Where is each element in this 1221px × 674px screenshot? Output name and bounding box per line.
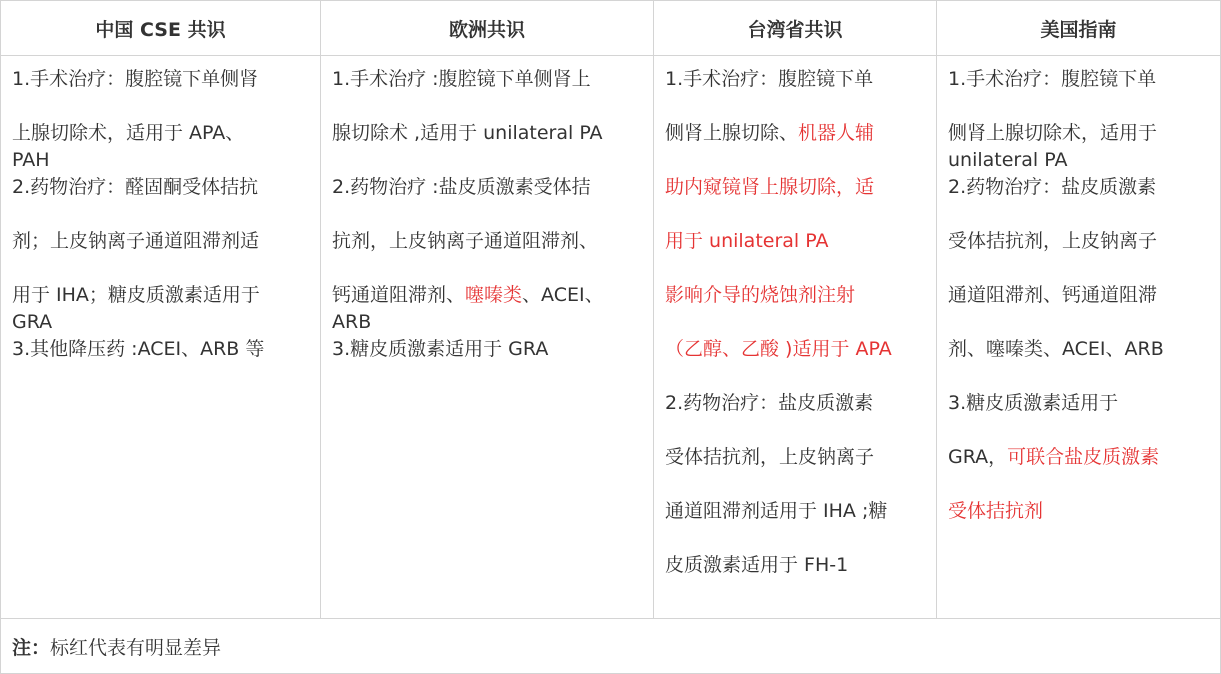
text-line: [332, 336, 643, 363]
footnote-label: 注：: [12, 636, 51, 659]
footnote-text: 标红代表有明显差异: [50, 636, 222, 659]
text-line: [12, 282, 310, 309]
text-segment: 3.其他降压药 :ACEI、ARB 等: [12, 338, 265, 360]
text-segment: 1.手术治疗 :腹腔镜下单侧肾上: [332, 68, 591, 90]
text-segment: PAH: [12, 149, 50, 171]
text-line: [948, 228, 1210, 255]
text-segment: 2.药物治疗：盐皮质激素: [665, 392, 874, 414]
text-line: [665, 120, 926, 147]
text-line: [332, 309, 643, 336]
text-segment: 用于 IHA；糖皮质激素适用于: [12, 284, 260, 306]
text-line: [665, 228, 926, 255]
text-segment: 3.糖皮质激素适用于: [948, 392, 1119, 414]
content-row: [1, 56, 1221, 619]
text-line: [665, 174, 926, 201]
text-line: [665, 66, 926, 93]
footnote: [1, 619, 1221, 674]
note-row: [1, 619, 1221, 674]
text-line: [665, 444, 926, 471]
text-segment: 通道阻滞剂适用于 IHA ;糖: [665, 500, 888, 522]
text-segment: 侧肾上腺切除术，适用于: [948, 122, 1158, 144]
header-row: [1, 1, 1221, 56]
cell-usa: [937, 56, 1221, 619]
text-segment: 2.药物治疗 :盐皮质激素受体拮: [332, 176, 591, 198]
text-line: [12, 66, 310, 93]
text-segment: 受体拮抗剂，上皮钠离子: [948, 230, 1158, 252]
text-segment: 通道阻滞剂、钙通道阻滞: [948, 284, 1158, 306]
header-europe: 欧洲共识: [321, 1, 654, 56]
text-line: [948, 282, 1210, 309]
text-line: [948, 498, 1210, 525]
text-line: [332, 120, 643, 147]
text-line: [12, 336, 310, 363]
highlighted-text: 助内窥镜肾上腺切除，适: [665, 176, 875, 198]
text-segment: 钙通道阻滞剂、: [332, 284, 466, 306]
text-line: [948, 120, 1210, 147]
text-segment: 腺切除术 ,适用于 unilateral PA: [332, 122, 603, 144]
highlighted-text: 机器人辅: [798, 122, 875, 144]
text-line: [332, 174, 643, 201]
highlighted-text: 可联合盐皮质激素: [1007, 446, 1160, 468]
text-line: [12, 174, 310, 201]
text-line: [665, 552, 926, 579]
text-line: [665, 336, 926, 363]
cell-taiwan: [654, 56, 937, 619]
text-segment: 2.药物治疗：盐皮质激素: [948, 176, 1157, 198]
text-segment: 上腺切除术，适用于 APA、: [12, 122, 245, 144]
highlighted-text: 受体拮抗剂: [948, 500, 1044, 522]
text-line: [12, 228, 310, 255]
text-line: [948, 390, 1210, 417]
header-usa: 美国指南: [937, 1, 1221, 56]
cell-china-cse: [1, 56, 321, 619]
text-line: [12, 147, 310, 174]
text-line: [948, 174, 1210, 201]
text-segment: 剂、噻嗪类、ACEI、ARB: [948, 338, 1164, 360]
text-segment: 3.糖皮质激素适用于 GRA: [332, 338, 549, 360]
text-line: [12, 309, 310, 336]
text-segment: 剂；上皮钠离子通道阻滞剂适: [12, 230, 260, 252]
text-segment: 抗剂，上皮钠离子通道阻滞剂、: [332, 230, 599, 252]
text-segment: ARB: [332, 311, 372, 333]
text-segment: 2.药物治疗：醛固酮受体拮抗: [12, 176, 259, 198]
text-segment: 侧肾上腺切除、: [665, 122, 799, 144]
highlighted-text: （乙醇、乙酸 )适用于 APA: [665, 338, 892, 360]
text-segment: 、ACEI、: [522, 284, 604, 306]
text-segment: unilateral PA: [948, 149, 1068, 171]
text-line: [665, 390, 926, 417]
text-line: [332, 228, 643, 255]
header-china-cse: 中国 CSE 共识: [1, 1, 321, 56]
text-line: [665, 282, 926, 309]
text-segment: 1.手术治疗：腹腔镜下单: [665, 68, 874, 90]
text-line: [948, 147, 1210, 174]
text-segment: GRA，: [948, 446, 1008, 468]
text-segment: 1.手术治疗：腹腔镜下单: [948, 68, 1157, 90]
text-segment: 皮质激素适用于 FH-1: [665, 554, 849, 576]
highlighted-text: 用于 unilateral PA: [665, 230, 829, 252]
highlighted-text: 影响介导的烧蚀剂注射: [665, 284, 856, 306]
highlighted-text: 噻嗪类: [465, 284, 523, 306]
cell-europe: [321, 56, 654, 619]
text-line: [12, 120, 310, 147]
text-line: [665, 498, 926, 525]
text-line: [948, 444, 1210, 471]
text-segment: 受体拮抗剂，上皮钠离子: [665, 446, 875, 468]
text-segment: GRA: [12, 311, 53, 333]
text-segment: 1.手术治疗：腹腔镜下单侧肾: [12, 68, 259, 90]
text-line: [332, 66, 643, 93]
text-line: [948, 66, 1210, 93]
text-line: [948, 336, 1210, 363]
text-line: [332, 282, 643, 309]
header-taiwan: 台湾省共识: [654, 1, 937, 56]
